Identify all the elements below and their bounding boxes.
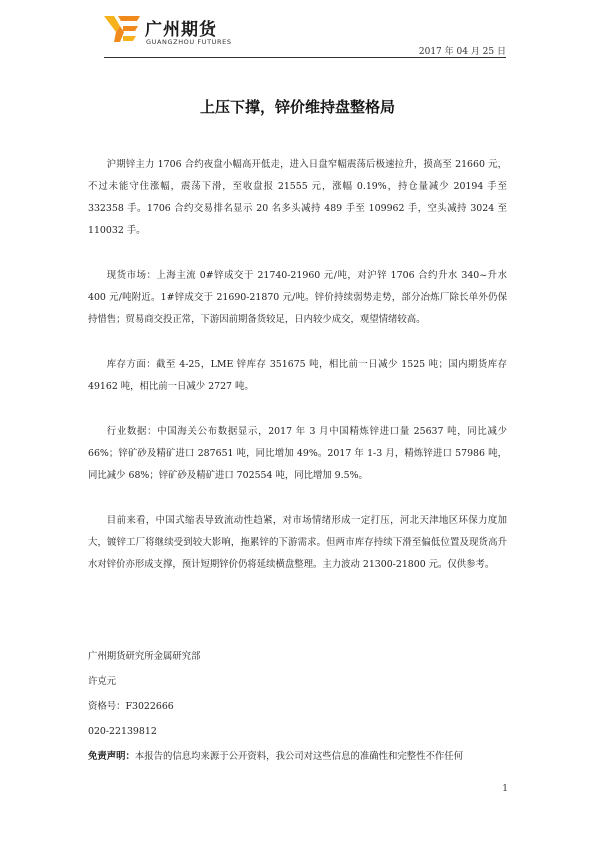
department-name: 广州期货研究所金属研究部	[88, 651, 201, 662]
guangzhou-futures-logo-icon	[104, 14, 140, 44]
author-name: 许克元	[88, 676, 117, 687]
disclaimer-text: 本报告的信息均来源于公开资料，我公司对这些信息的准确性和完整性不作任何	[134, 751, 464, 762]
paragraph-inventory: 库存方面：截至 4-25，LME 锌库存 351675 吨，相比前一日减少 1525 吨；国内期货库存 49162 吨，相比前一日减少 2727 吨。	[88, 359, 507, 392]
brand-name-english: GUANGZHOU FUTURES	[146, 38, 232, 46]
paragraph-outlook: 目前来看，中国式缩表导致流动性趋紧，对市场情绪形成一定打压，河北天津地区环保力度加大，镀锌工厂将继续受到较大影响，拖累锌的下游需求。但两市库存持续下滑至偏低位置及现货高升水对锌价亦形成支撑，预计短期锌价仍将延续横盘整理。主力波动 21300-21800 元。仅供参考。	[88, 515, 507, 570]
phone-number: 020-22139812	[88, 726, 157, 737]
disclaimer-label: 免责声明：	[88, 751, 135, 762]
qualification-number: 资格号：F3022666	[88, 701, 174, 712]
paragraph-industry-data: 行业数据：中国海关公布数据显示，2017 年 3 月中国精炼锌进口量 25637 吨，同比减少 66%；锌矿砂及精矿进口 287651 吨，同比增加 49%。2017 年 1-3 月，精炼锌进口 57986 吨，同比减少 68%；锌矿砂及精矿进口 702554 吨，同比增加 9.5%。	[88, 426, 507, 481]
page-number: 1	[502, 784, 508, 794]
report-title: 上压下撑，锌价维持盘整格局	[199, 98, 395, 116]
header-divider	[104, 57, 506, 58]
brand-name: 广州期货	[145, 20, 217, 40]
paragraph-spot-market: 现货市场：上海主流 0#锌成交于 21740-21960 元/吨，对沪锌 1706 合约升水 340~升水 400 元/吨附近。1#锌成交于 21690-21870 元/吨。锌价持续弱势走势，部分冶炼厂除长单外仍保持惜售；贸易商交投正常，下游因前期备货较足，日内较少成交，观望情绪较高。	[88, 270, 507, 325]
report-body	[88, 154, 507, 599]
page-header	[0, 0, 595, 58]
disclaimer	[88, 748, 507, 766]
paragraph-market-summary: 沪期锌主力 1706 合约夜盘小幅高开低走，进入日盘窄幅震荡后极速拉升，摸高至 21660 元，不过未能守住涨幅，震荡下滑，至收盘报 21555 元，涨幅 0.19%，持仓量减少 20194 手至 332358 手。1706 合约交易排名显示 20 名多头减持 489 手至 109962 手，空头减持 3024 至 110032 手。	[88, 159, 507, 236]
report-date: 2017 年 04 月 25 日	[418, 47, 506, 57]
signature-block	[88, 648, 507, 766]
